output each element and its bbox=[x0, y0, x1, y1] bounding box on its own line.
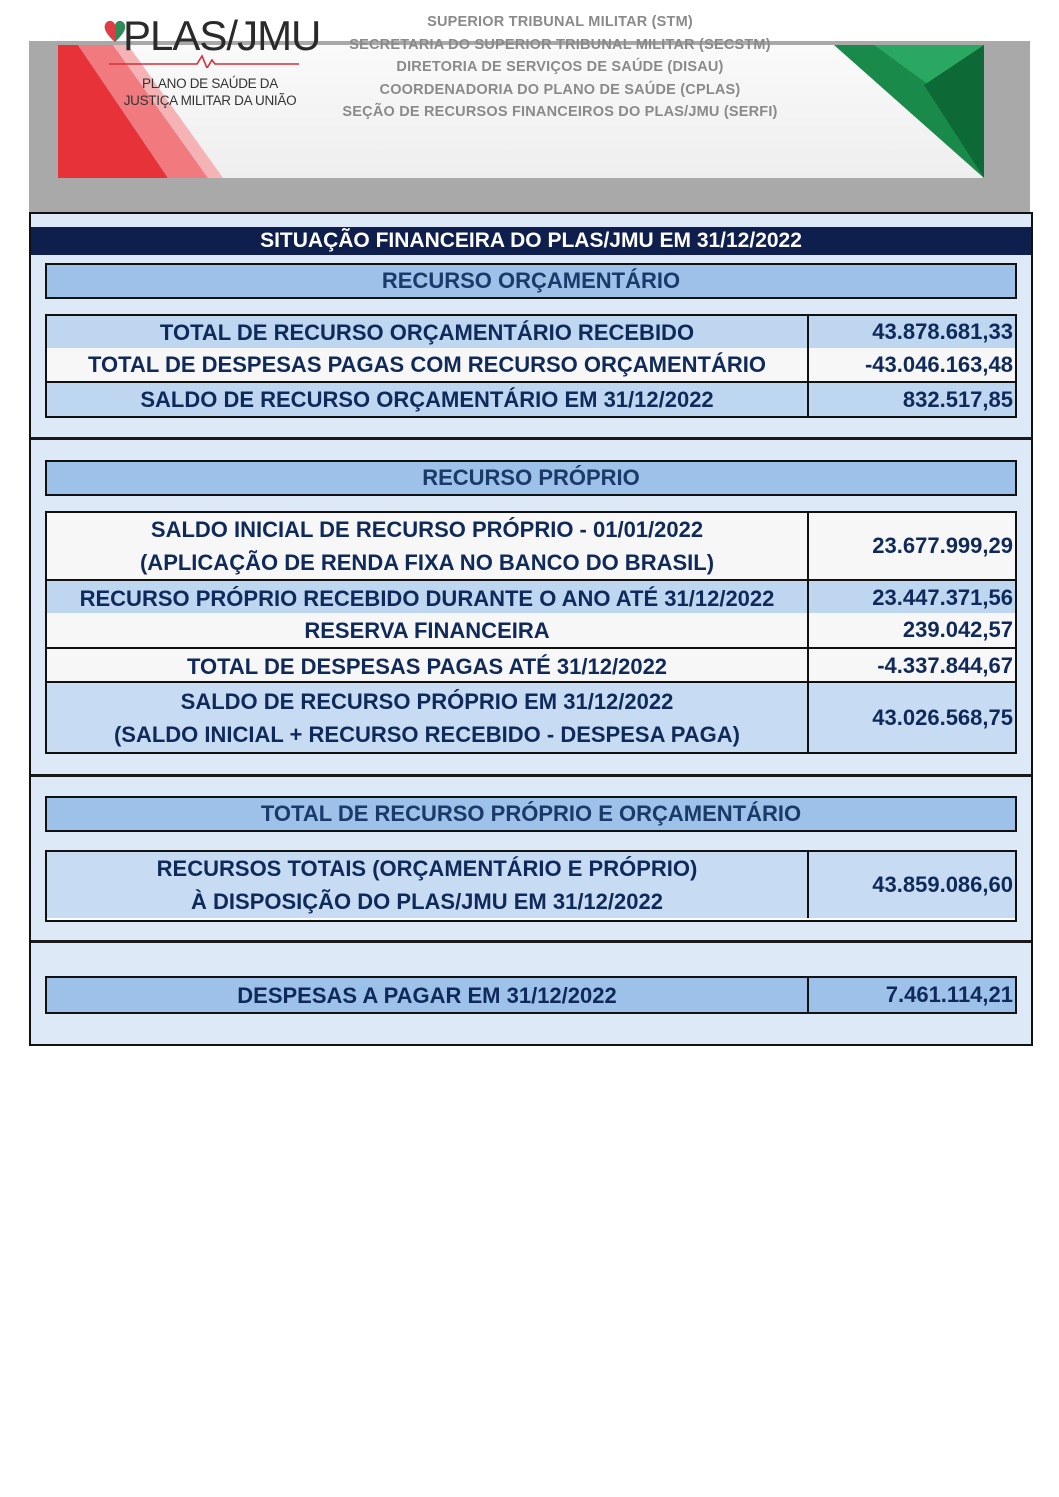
org-line: SEÇÃO DE RECURSOS FINANCEIROS DO PLAS/JMU (SERFI) bbox=[342, 104, 778, 120]
row-value: 43.878.681,33 bbox=[872, 319, 1013, 344]
row-value: 43.859.086,60 bbox=[872, 872, 1013, 897]
row-label bbox=[47, 852, 809, 918]
row-label bbox=[47, 513, 809, 579]
row-label: TOTAL DE DESPESAS PAGAS COM RECURSO ORÇAMENTÁRIO bbox=[47, 348, 809, 381]
row-label-line-1: SALDO DE RECURSO PRÓPRIO EM 31/12/2022 bbox=[180, 688, 674, 714]
table-row bbox=[47, 381, 1015, 416]
section-heading-total: TOTAL DE RECURSO PRÓPRIO E ORÇAMENTÁRIO bbox=[45, 796, 1017, 832]
table-row bbox=[47, 978, 1015, 1012]
row-label: SALDO DE RECURSO ORÇAMENTÁRIO EM 31/12/2022 bbox=[47, 383, 809, 416]
table-row bbox=[47, 852, 1015, 918]
table-proprio bbox=[45, 511, 1017, 754]
row-value: -4.337.844,67 bbox=[877, 653, 1013, 678]
org-line: COORDENADORIA DO PLANO DE SAÚDE (CPLAS) bbox=[379, 81, 741, 98]
row-label-line-2: (APLICAÇÃO DE RENDA FIXA NO BANCO DO BRASIL) bbox=[139, 550, 715, 575]
table-row bbox=[47, 613, 1015, 647]
row-label: TOTAL DE RECURSO ORÇAMENTÁRIO RECEBIDO bbox=[47, 316, 809, 348]
row-value: 43.026.568,75 bbox=[872, 704, 1013, 730]
table-orcamentario bbox=[45, 314, 1017, 418]
table-total bbox=[45, 850, 1017, 922]
section-heading-proprio: RECURSO PRÓPRIO bbox=[45, 460, 1017, 496]
row-label: RESERVA FINANCEIRA bbox=[47, 613, 809, 647]
org-line: DIRETORIA DE SERVIÇOS DE SAÚDE (DISAU) bbox=[396, 59, 724, 75]
row-value: 23.447.371,56 bbox=[872, 585, 1013, 610]
org-line: SECRETARIA DO SUPERIOR TRIBUNAL MILITAR (SECSTM) bbox=[349, 36, 771, 53]
row-label-line-1: RECURSOS TOTAIS (ORÇAMENTÁRIO E PRÓPRIO) bbox=[156, 856, 698, 881]
report-title: SITUAÇÃO FINANCEIRA DO PLAS/JMU EM 31/12/2022 bbox=[31, 227, 1031, 255]
row-label-line-1: SALDO INICIAL DE RECURSO PRÓPRIO - 01/01/2022 bbox=[150, 517, 704, 542]
organization-lines bbox=[300, 11, 820, 124]
row-label: RECURSO PRÓPRIO RECEBIDO DURANTE O ANO ATÉ 31/12/2022 bbox=[47, 581, 809, 615]
financial-report-panel bbox=[29, 212, 1033, 1046]
table-row bbox=[47, 647, 1015, 683]
plas-jmu-logo bbox=[103, 12, 321, 122]
table-row bbox=[47, 348, 1015, 381]
row-value: 7.461.114,21 bbox=[885, 982, 1013, 1007]
org-line: SUPERIOR TRIBUNAL MILITAR (STM) bbox=[427, 14, 693, 30]
table-row bbox=[47, 513, 1015, 579]
table-row bbox=[47, 579, 1015, 615]
row-label: TOTAL DE DESPESAS PAGAS ATÉ 31/12/2022 bbox=[47, 649, 809, 683]
table-row bbox=[47, 681, 1015, 752]
row-label: DESPESAS A PAGAR EM 31/12/2022 bbox=[47, 978, 809, 1012]
green-triangle-graphic bbox=[834, 45, 984, 178]
logo-wordmark: PLAS/JMU bbox=[123, 12, 321, 59]
section-divider bbox=[31, 774, 1031, 777]
section-divider bbox=[31, 940, 1031, 943]
section-divider bbox=[31, 437, 1031, 440]
row-label bbox=[47, 683, 809, 752]
table-row bbox=[47, 316, 1015, 348]
logo-subtitle-line-2: JUSTIÇA MILITAR DA UNIÃO bbox=[123, 93, 297, 108]
row-value: -43.046.163,48 bbox=[864, 351, 1013, 377]
row-label-line-2: À DISPOSIÇÃO DO PLAS/JMU EM 31/12/2022 bbox=[191, 889, 663, 914]
section-heading-orcamentario: RECURSO ORÇAMENTÁRIO bbox=[45, 263, 1017, 299]
row-value: 23.677.999,29 bbox=[872, 533, 1013, 558]
logo-subtitle-line-1: PLANO DE SAÚDE DA bbox=[142, 76, 278, 91]
row-value: 239.042,57 bbox=[902, 617, 1013, 642]
table-a-pagar bbox=[45, 976, 1017, 1014]
row-value: 832.517,85 bbox=[902, 386, 1013, 412]
row-label-line-2: (SALDO INICIAL + RECURSO RECEBIDO - DESPESA PAGA) bbox=[113, 721, 741, 747]
heartbeat-line-icon bbox=[109, 54, 299, 68]
